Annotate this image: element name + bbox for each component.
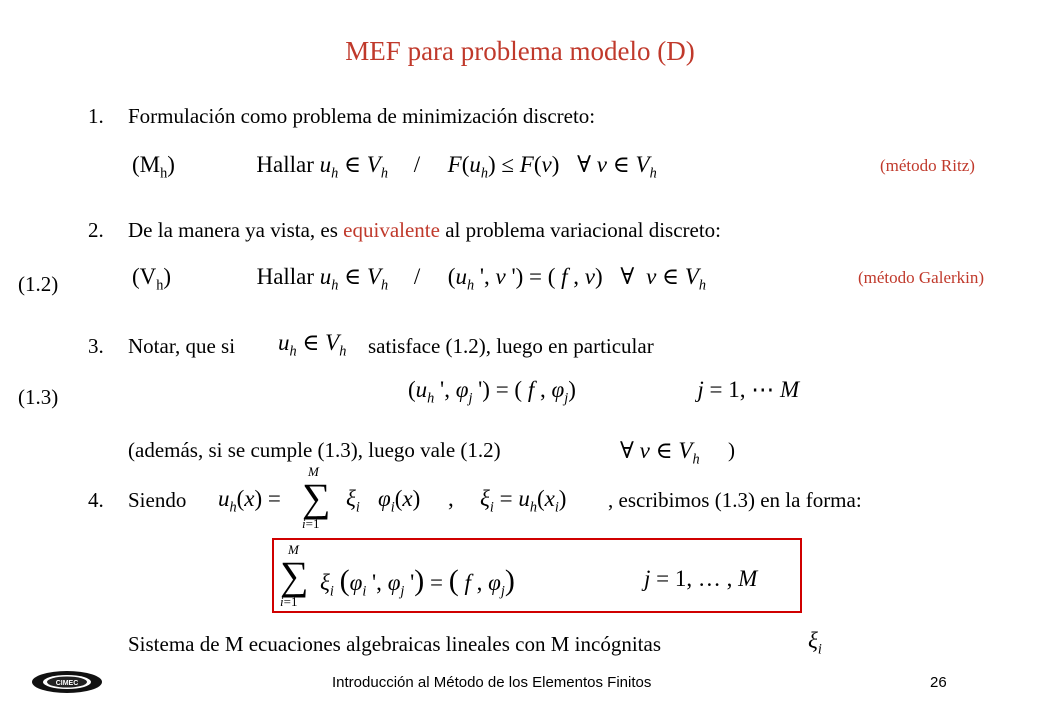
equivalente-highlight: equivalente	[343, 218, 440, 242]
item-3-text-pre: Notar, que si	[128, 334, 236, 358]
item-1-number: 1.	[88, 104, 104, 128]
equation-vh: $(V_h)$ Hallar $u_h$ ∈ $V_h / (u_h$ ', v ') = ( f , v) ∀ v ∈ $V_h$	[132, 264, 706, 294]
sum-symbol: ∑	[280, 553, 309, 598]
item-2-number: 2.	[88, 218, 104, 242]
note-ritz: (método Ritz)	[880, 156, 975, 175]
item-4-text-pre: Siendo	[128, 488, 187, 512]
cimec-logo	[30, 668, 104, 696]
item-2-text: De la manera ya vista, es equivalente al problema variacional discreto:	[128, 218, 722, 242]
svg-text:CIMEC: CIMEC	[55, 680, 79, 687]
item-4-number: 4.	[88, 488, 104, 512]
uh-in-vh-inline: $u_h$ ∈ $V_h$	[278, 330, 347, 360]
system-box	[272, 538, 802, 613]
equation-1-3: ($u_h$ ', $\varphi_j$ ') = ( f , $\varphi_j$) j = 1, ⋯ M	[408, 377, 800, 407]
label-1-2: (1.2)	[18, 272, 59, 296]
footer-title: Introducción al Método de los Elementos Finitos	[332, 674, 652, 691]
system-equation: $\xi_i$ ($\varphi_i$ ', $\varphi_j$ ') = ( f , $\varphi_j$)	[320, 564, 515, 600]
sum-upper: M	[288, 542, 299, 557]
item-4-text-post: , escribimos (1.3) en la forma:	[608, 488, 862, 512]
note-galerkin: (método Galerkin)	[858, 268, 985, 287]
ademas-text: (además, si se cumple (1.3), luego vale (1.2)	[128, 438, 501, 462]
system-range: j = 1, … , M	[644, 566, 758, 591]
xi-i-symbol: $\xi_i$	[808, 628, 822, 658]
item-1-text: Formulación como problema de minimización discreto:	[128, 104, 596, 128]
equation-mh: $(M_h)$ Hallar $u_h$ ∈ $V_h / F(u_h) \le F(v)$ ∀ v ∈ $V_h$	[132, 152, 657, 182]
ademas-close: )	[728, 438, 735, 462]
conclusion-text: Sistema de M ecuaciones algebraicas lineales con M incógnitas	[128, 632, 661, 656]
page-number: 26	[930, 674, 947, 691]
forall-v-in-vh: ∀ v ∈ $V_h$	[620, 438, 700, 468]
sum-lower: i=1	[280, 594, 298, 609]
label-1-3: (1.3)	[18, 385, 59, 409]
slide-title: MEF para problema modelo (D)	[345, 36, 695, 66]
item-3-text-post: satisface (1.2), luego en particular	[368, 334, 654, 358]
item-3-number: 3.	[88, 334, 104, 358]
